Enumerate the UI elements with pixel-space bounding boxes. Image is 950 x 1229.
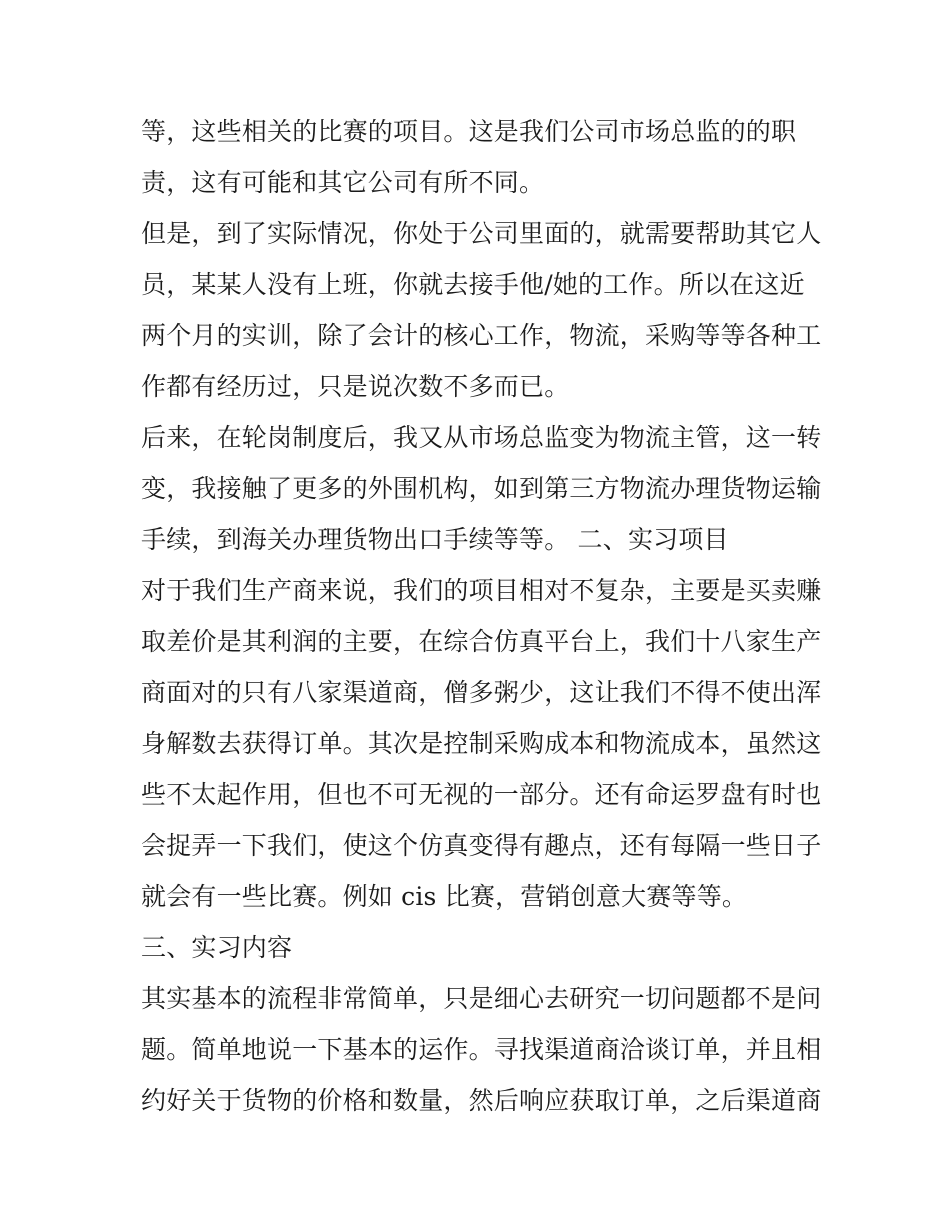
text-line: 员，某某人没有上班，你就去接手他/她的工作。所以在这近 [141,270,805,299]
text-line: 两个月的实训，除了会计的核心工作，物流，采购等等各种工 [141,321,822,350]
text-line: 身解数去获得订单。其次是控制采购成本和物流成本，虽然这 [141,729,822,758]
text-line: 些不太起作用，但也不可无视的一部分。还有命运罗盘有时也 [141,780,822,809]
text-line: 后来，在轮岗制度后，我又从市场总监变为物流主管，这一转 [141,423,822,452]
text-line: 就会有一些比赛。例如 cis 比赛，营销创意大赛等等。 [141,882,748,911]
text-line: 商面对的只有八家渠道商，僧多粥少，这让我们不得不使出浑 [141,678,822,707]
text-line: 变，我接触了更多的外围机构，如到第三方物流办理货物运输 [141,474,822,503]
text-line: 其实基本的流程非常简单，只是细心去研究一切问题都不是问 [141,984,822,1013]
text-line: 会捉弄一下我们，使这个仿真变得有趣点，还有每隔一些日子 [141,831,822,860]
section-heading: 三、实习内容 [141,933,293,962]
text-line: 但是，到了实际情况，你处于公司里面的，就需要帮助其它人 [141,219,822,248]
text-line: 约好关于货物的价格和数量，然后响应获取订单，之后渠道商 [141,1086,822,1115]
text-line: 对于我们生产商来说，我们的项目相对不复杂，主要是买卖赚 [141,576,822,605]
text-line: 取差价是其利润的主要，在综合仿真平台上，我们十八家生产 [141,627,822,656]
text-line: 手续，到海关办理货物出口手续等等。 二、实习项目 [141,525,729,554]
text-line: 题。简单地说一下基本的运作。寻找渠道商洽谈订单，并且相 [141,1035,822,1064]
document-body [141,106,821,1126]
text-line: 等，这些相关的比赛的项目。这是我们公司市场总监的的职 [141,117,797,146]
text-line: 作都有经历过，只是说次数不多而已。 [141,372,570,401]
text-line: 责，这有可能和其它公司有所不同。 [141,168,545,197]
